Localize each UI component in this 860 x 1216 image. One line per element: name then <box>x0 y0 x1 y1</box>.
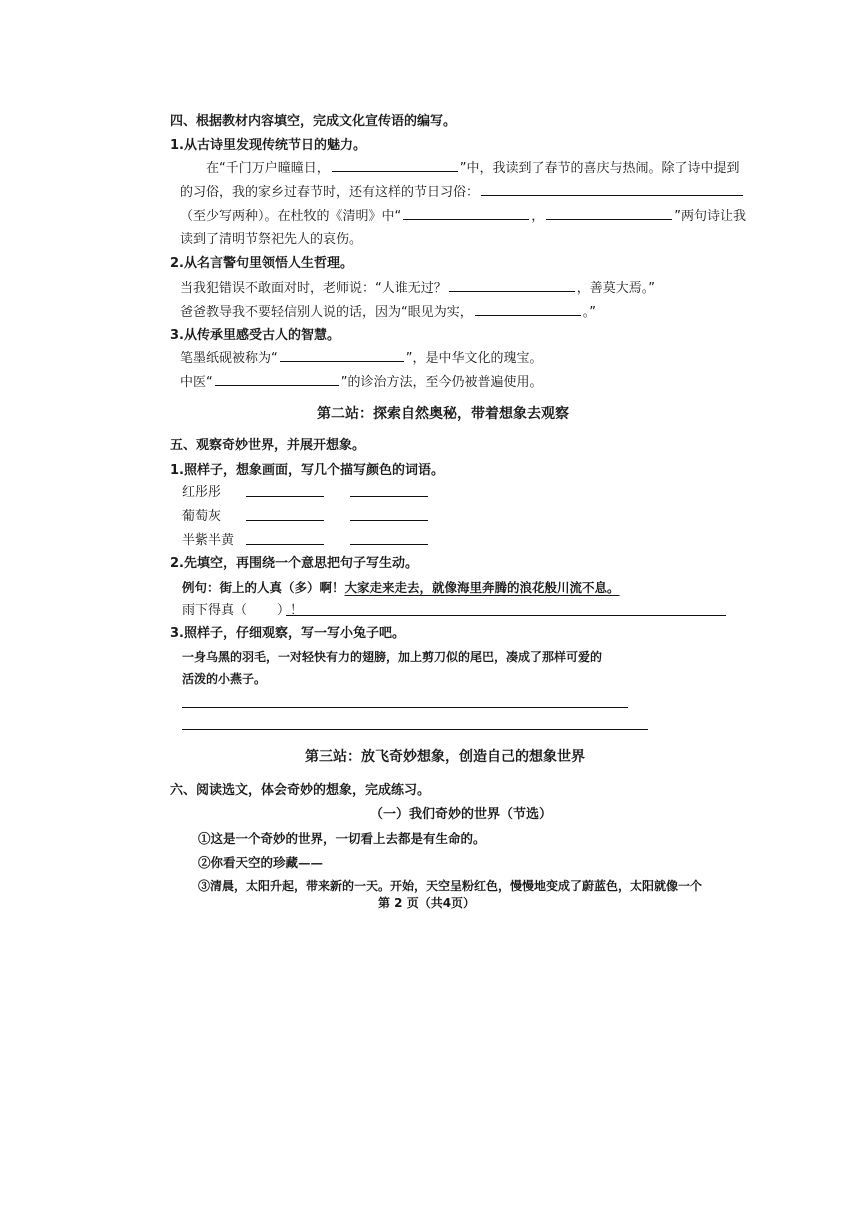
rabbit-answer-line-1[interactable] <box>182 707 628 708</box>
color-word-blank[interactable] <box>350 496 428 497</box>
passage-title: （一）我们奇妙的世界（节选） <box>370 807 553 822</box>
s5-q3-title: 3.照样子，仔细观察，写一写小兔子吧。 <box>170 626 405 641</box>
page-number: 第 2 页（共4页） <box>378 896 476 910</box>
q2-line1-text-b: ，善莫大焉。” <box>576 281 655 296</box>
blank-customs[interactable] <box>481 183 743 196</box>
rain-text-a: 雨下得真（ <box>182 603 248 618</box>
rain-answer-line[interactable] <box>286 615 726 616</box>
q3-line2-text-a: 中医“ <box>180 375 213 390</box>
section6-heading: 六、阅读选文，体会奇妙的想象，完成练习。 <box>170 783 431 798</box>
q1-line4: 读到了清明节祭祀先人的哀伤。 <box>180 232 363 247</box>
color-word-example-2: 葡萄灰 <box>182 509 222 524</box>
q1-line1-text-b: ”中，我读到了春节的喜庆与热闹。除了诗中提到 <box>459 161 740 176</box>
example-sentence-a: 例句：街上的人真（多）啊！ <box>182 580 345 595</box>
q1-line3-text-b: ， <box>531 209 545 224</box>
swallow-example-line2: 活泼的小燕子。 <box>182 672 267 686</box>
passage-paragraph-2: ②你看天空的珍藏—— <box>198 855 324 870</box>
color-word-blank[interactable] <box>350 544 428 545</box>
q3-title: 3.从传承里感受古人的智慧。 <box>170 328 340 343</box>
blank-proverb-1[interactable] <box>449 279 575 292</box>
section5-heading: 五、观察奇妙世界，并展开想象。 <box>170 438 366 453</box>
passage-paragraph-3: ③清晨，太阳升起，带来新的一天。开始，天空呈粉红色，慢慢地变成了蔚蓝色，太阳就像一个 <box>198 879 703 893</box>
q2-title: 2.从名言警句里领悟人生哲理。 <box>170 256 353 271</box>
swallow-example-line1: 一身乌黑的羽毛，一对轻快有力的翅膀，加上剪刀似的尾巴，凑成了那样可爱的 <box>182 650 603 664</box>
q2-line1-text-a: 当我犯错误不敢面对时，老师说：“人谁无过？ <box>180 281 447 296</box>
blank-poem-line[interactable] <box>332 159 458 172</box>
blank-qingming-1[interactable] <box>403 207 529 220</box>
q1-line1 <box>206 159 740 178</box>
q1-title: 1.从古诗里发现传统节日的魅力。 <box>170 138 366 153</box>
s5-q2-fill <box>182 602 303 620</box>
q1-line3-text-a: （至少写两种）。在杜牧的《清明》中“ <box>180 209 402 224</box>
station3-title: 第三站：放飞奇妙想象，创造自己的想象世界 <box>305 749 585 765</box>
q3-line2 <box>180 373 543 392</box>
q1-line1-text-a: 在“千门万户曈曈日， <box>206 161 330 176</box>
color-word-example-1: 红彤彤 <box>182 485 222 500</box>
blank-four-treasures[interactable] <box>280 349 404 362</box>
blank-tcm-method[interactable] <box>215 373 339 386</box>
color-word-example-3: 半紫半黄 <box>182 533 235 548</box>
blank-proverb-2[interactable] <box>475 303 581 316</box>
q1-line2 <box>180 183 745 202</box>
rain-text-b: ）！ <box>277 603 304 618</box>
color-word-blank[interactable] <box>246 544 324 545</box>
rabbit-answer-line-2[interactable] <box>182 729 648 730</box>
q3-line2-text-b: ”的诊治方法，至今仍被普遍使用。 <box>340 375 543 390</box>
color-word-blank[interactable] <box>350 520 428 521</box>
s5-q2-example <box>182 579 620 597</box>
q3-line1-text-a: 笔墨纸砚被称为“ <box>180 351 278 366</box>
s5-q2-title: 2.先填空，再围绕一个意思把句子写生动。 <box>170 556 418 571</box>
q3-line1 <box>180 349 543 368</box>
section4-heading: 四、根据教材内容填空，完成文化宣传语的编写。 <box>170 114 457 129</box>
s5-q1-title: 1.照样子，想象画面，写几个描写颜色的词语。 <box>170 463 444 478</box>
q3-line1-text-b: ”，是中华文化的瑰宝。 <box>405 351 543 366</box>
q2-line2-text-b: 。” <box>582 305 596 320</box>
passage-paragraph-1: ①这是一个奇妙的世界，一切看上去都是有生命的。 <box>198 831 486 846</box>
color-word-blank[interactable] <box>246 520 324 521</box>
q1-line2-text: 的习俗，我的家乡过春节时，还有这样的节日习俗： <box>180 185 480 200</box>
blank-qingming-2[interactable] <box>546 207 672 220</box>
q2-line2 <box>180 303 596 322</box>
station2-title: 第二站：探索自然奥秘，带着想象去观察 <box>317 406 569 422</box>
color-word-blank[interactable] <box>246 496 324 497</box>
q2-line2-text-a: 爸爸教导我不要轻信别人说的话，因为“眼见为实， <box>180 305 473 320</box>
q1-line3 <box>180 207 746 226</box>
q1-line3-text-c: ”两句诗让我 <box>674 209 747 224</box>
q2-line1 <box>180 279 655 298</box>
example-sentence-b: 大家走来走去，就像海里奔腾的浪花般川流不息。 <box>344 580 620 595</box>
